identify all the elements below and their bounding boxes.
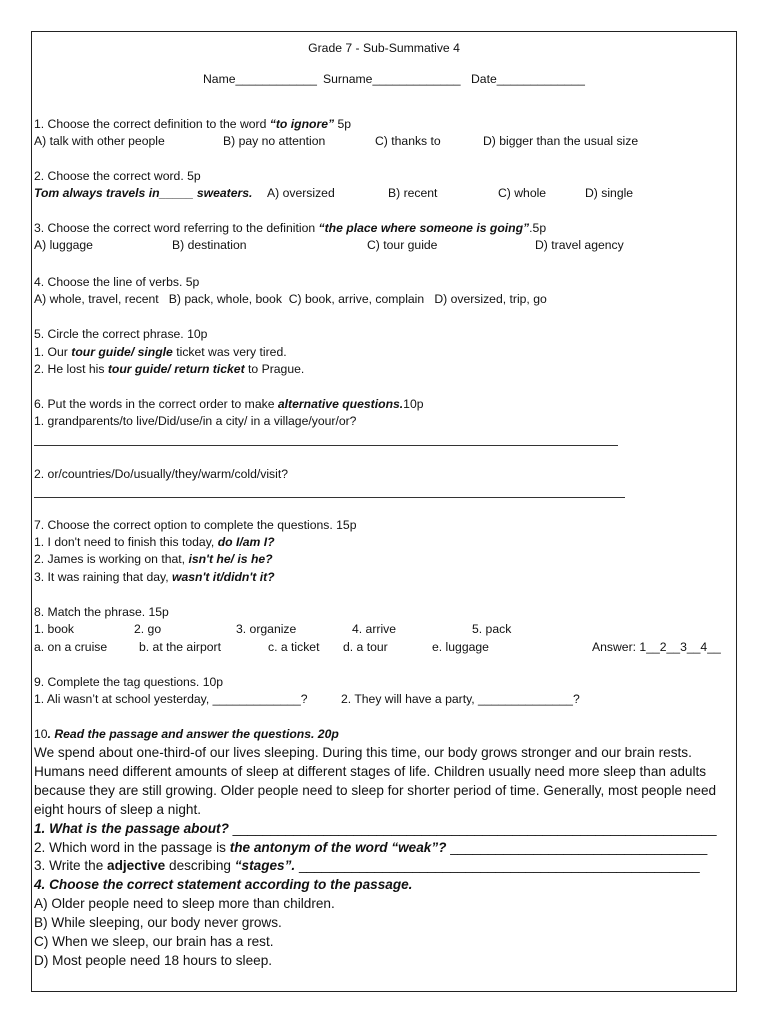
question-2-option-c: C) whole [498,186,547,200]
passage-question-2: 2. Which word in the passage is the antonym of the word “weak”? __________________________________ [34,840,708,855]
match-left-item: 1. book [34,622,74,636]
question-2-option-b: B) recent [388,186,438,200]
question-7-choice-3[interactable]: wasn't it/didn't it? [171,570,275,584]
question-7-item-1: 1. I don't need to finish this today, do I/am I? [34,535,275,549]
question-10-prompt: 10. Read the passage and answer the questions. 20p [34,727,339,741]
question-1-prompt: 1. Choose the correct definition to the word “to ignore” 5p [34,117,352,131]
answer-blank[interactable]: _____________________________________________________ [295,858,700,873]
match-left-item: 4. arrive [352,622,397,636]
question-5-sentence-1: 1. Our tour guide/ single ticket was very tired. [34,345,287,359]
match-right-item: a. on a cruise [34,640,108,654]
question-5-choice-2[interactable]: tour guide/ return ticket [107,362,245,376]
passage-line: because they are still growing. Older people need to sleep for shorter period of time. Generally, most people need [34,783,717,798]
match-right-item: e. luggage [432,640,489,654]
question-1-option-d: D) bigger than the usual size [483,134,639,148]
question-2-option-d: D) single [585,186,634,200]
answer-blank[interactable]: __________________________________ [446,840,708,855]
question-5-prompt: 5. Circle the correct phrase. 10p [34,327,208,341]
name-field: Name____________ [203,72,317,86]
passage-question-4: 4. Choose the correct statement according to the passage. [34,877,413,892]
question-4-options: A) whole, travel, recent B) pack, whole, book C) book, arrive, complain D) oversized, trip, go [34,292,547,306]
surname-field: Surname_____________ [323,72,461,86]
question-2-prompt: 2. Choose the correct word. 5p [34,169,201,183]
question-3-term: “the place where someone is going” [318,221,530,235]
question-6-item-1: 1. grandparents/to live/Did/use/in a city/ in a village/your/or? [34,414,357,428]
question-6-term: alternative questions. [277,397,404,411]
question-4-prompt: 4. Choose the line of verbs. 5p [34,275,200,289]
question-2-sentence: Tom always travels in_____ sweaters. [34,186,253,200]
question-1-term: “to ignore” [269,117,335,131]
match-left-item: 5. pack [472,622,512,636]
passage-question-1: 1. What is the passage about? ________________________________________________________________ [34,821,717,836]
question-7-choice-2[interactable]: isn't he/ is he? [188,552,273,566]
passage-question-3: 3. Write the adjective describing “stages”. _____________________________________________________ [34,858,700,873]
question-7-item-3: 3. It was raining that day, wasn't it/didn't it? [34,570,275,584]
passage-line: Humans need different amounts of sleep at different stages of life. Children usually need more sleep than adults [34,764,707,779]
question-3-option-c: C) tour guide [367,238,438,252]
question-7-prompt: 7. Choose the correct option to complete the questions. 15p [34,518,357,532]
passage-line: We spend about one-third-of our lives sleeping. During this time, our body grows stronger and our brain rests. [34,745,692,760]
match-left-item: 3. organize [236,622,297,636]
answer-line[interactable] [34,445,618,446]
question-9-prompt: 9. Complete the tag questions. 10p [34,675,224,689]
question-5-choice-1[interactable]: tour guide/ single [71,345,173,359]
question-3-option-d: D) travel agency [535,238,624,252]
question-3-option-b: B) destination [172,238,247,252]
match-left-item: 2. go [134,622,162,636]
passage-line: eight hours of sleep a night. [34,802,202,817]
passage-option-c[interactable]: C) When we sleep, our brain has a rest. [34,934,274,949]
question-1-option-a: A) talk with other people [34,134,165,148]
match-right-item: c. a ticket [268,640,320,654]
answer-blank[interactable]: ________________________________________________________________ [228,821,717,836]
question-1-option-c: C) thanks to [375,134,441,148]
passage-option-b[interactable]: B) While sleeping, our body never grows. [34,915,282,930]
passage-option-a[interactable]: A) Older people need to sleep more than children. [34,896,335,911]
worksheet-title: Grade 7 - Sub-Summative 4 [308,41,460,55]
question-8-prompt: 8. Match the phrase. 15p [34,605,169,619]
match-right-item: d. a tour [343,640,388,654]
question-1-option-b: B) pay no attention [223,134,326,148]
question-9-item-2[interactable]: 2. They will have a party, ______________? [341,692,580,706]
question-6-item-2: 2. or/countries/Do/usually/they/warm/cold/visit? [34,467,289,481]
question-7-choice-1[interactable]: do I/am I? [217,535,275,549]
question-6-prompt: 6. Put the words in the correct order to make alternative questions.10p [34,397,424,411]
passage-option-d[interactable]: D) Most people need 18 hours to sleep. [34,953,273,968]
question-3-prompt: 3. Choose the correct word referring to the definition “the place where someone is going”.5p [34,221,547,235]
question-7-item-2: 2. James is working on that, isn't he/ is he? [34,552,273,566]
question-5-sentence-2: 2. He lost his tour guide/ return ticket to Prague. [34,362,305,376]
match-right-item: b. at the airport [139,640,221,654]
date-field: Date_____________ [471,72,585,86]
answer-line[interactable] [34,497,625,498]
question-2-option-a: A) oversized [267,186,335,200]
match-answer-field[interactable]: Answer: 1__2__3__4__ [592,640,721,654]
question-9-item-1[interactable]: 1. Ali wasn’t at school yesterday, _____________? [34,692,308,706]
question-3-option-a: A) luggage [34,238,93,252]
